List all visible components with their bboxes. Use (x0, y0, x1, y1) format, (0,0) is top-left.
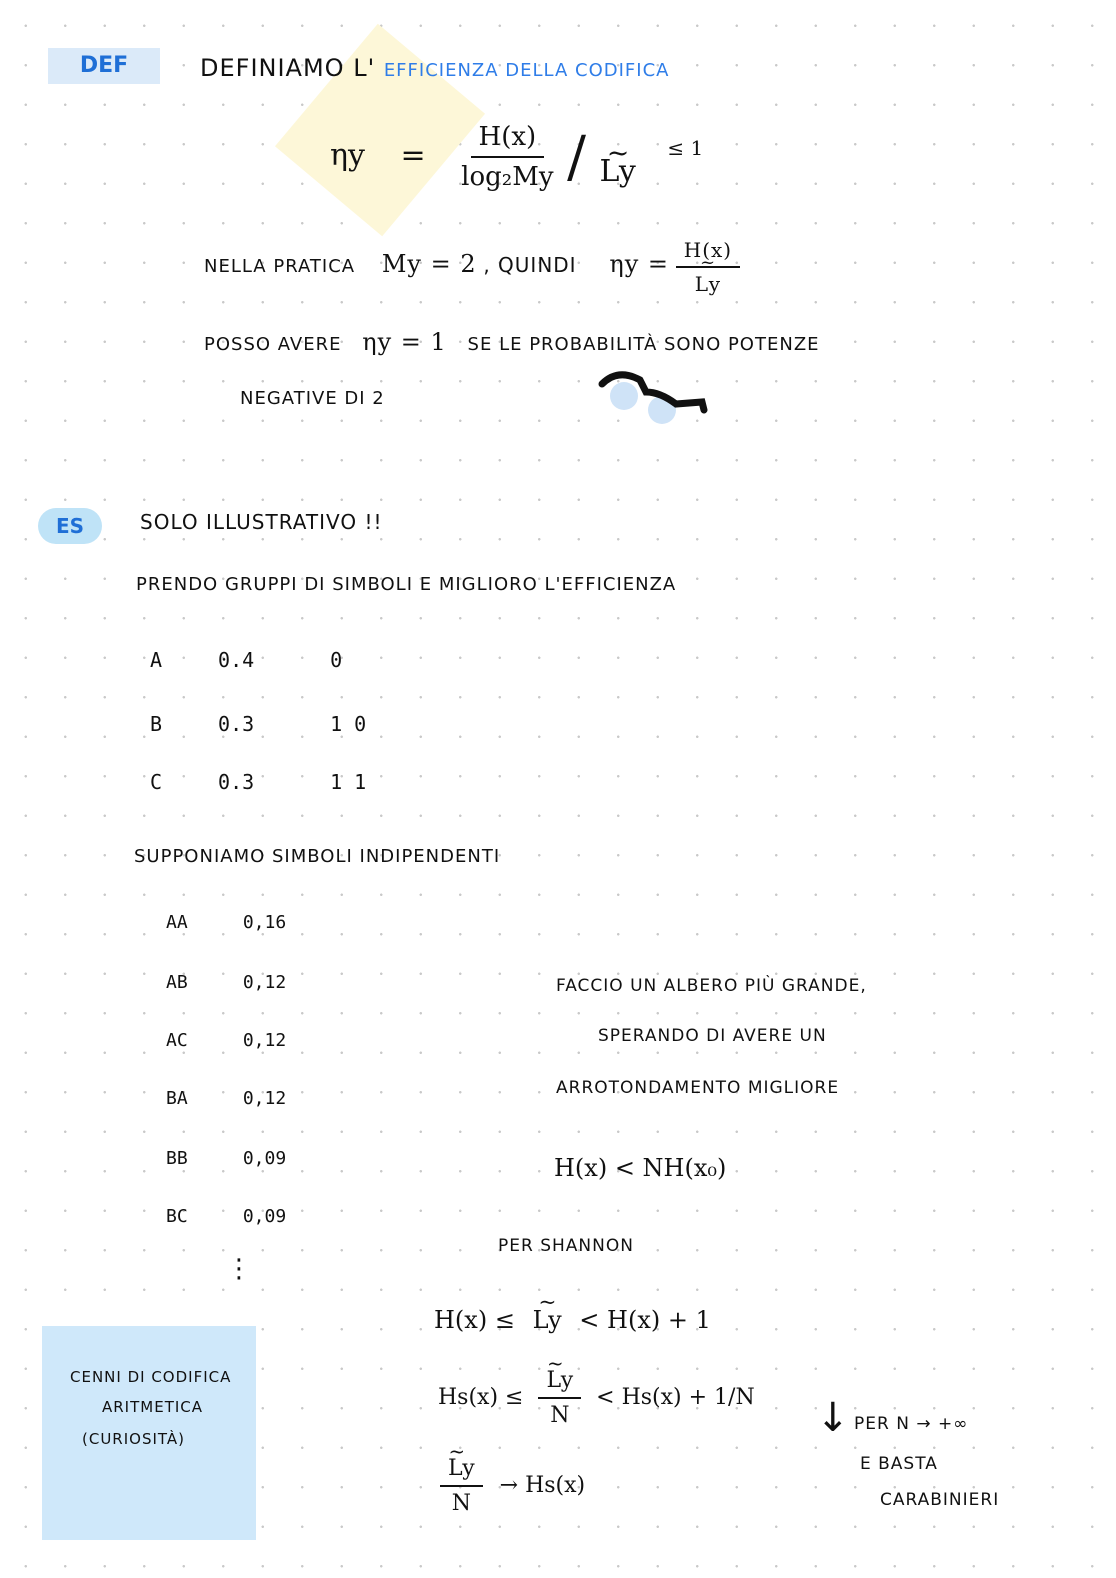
efficiency-formula (330, 122, 703, 192)
symbol-row-a (150, 648, 342, 672)
symbol-label: A (150, 648, 163, 672)
symbol-prob: 0.3 (218, 712, 255, 736)
shannon-line2-left: Hs(x) ≤ (438, 1385, 524, 1410)
assume-text: SUPPONIAMO SIMBOLI INDIPENDENTI (134, 846, 501, 867)
shannon-line3-num: ~ Ly (440, 1456, 483, 1487)
es-tag: ES (38, 508, 102, 544)
pair-prob: 0,16 (242, 912, 287, 933)
side-box-line3: (CURIOSITÀ) (82, 1430, 186, 1448)
definition-title-blue: EFFICIENZA DELLA CODIFICA (383, 60, 670, 81)
pair-prob: 0,12 (242, 1030, 287, 1051)
formula-equals: = (400, 138, 426, 173)
formula-divisor: ~ Ly (599, 154, 635, 189)
shannon-line3-den: N (451, 1491, 471, 1516)
shannon-title: PER SHANNON (498, 1236, 634, 1256)
entropy-inequality: H(x) < NH(x₀) (554, 1154, 727, 1182)
practice-cond: My = 2 (381, 250, 477, 278)
shannon-line2 (438, 1368, 755, 1428)
practice-numerator: H(x) (676, 238, 740, 268)
practice-line (204, 238, 740, 296)
equality-text3: NEGATIVE DI 2 (240, 388, 385, 409)
shannon-line3 (440, 1456, 585, 1516)
limit-note-line1: PER N → +∞ (854, 1414, 969, 1434)
limit-note-line3: CARABINIERI (880, 1490, 1000, 1510)
tree-note-line3: ARROTONDAMENTO MIGLIORE (556, 1078, 840, 1098)
formula-numerator: H(x) (471, 122, 545, 158)
shannon-line3-right: → Hs(x) (499, 1473, 586, 1498)
definition-title-black: DEFINIAMO L' (200, 54, 376, 82)
equality-line (204, 328, 820, 356)
pair-row (166, 1206, 286, 1227)
example-title: SOLO ILLUSTRATIVO !! (140, 510, 383, 534)
arithmetic-coding-note (42, 1326, 256, 1540)
pair-label: BA (166, 1088, 188, 1109)
shannon-line3-fraction (440, 1456, 483, 1516)
symbol-prob: 0.3 (218, 770, 255, 794)
shannon-line1-left: H(x) ≤ (434, 1306, 515, 1334)
symbol-label: C (150, 770, 163, 794)
shannon-line1-mid: ~ Ly (533, 1306, 562, 1334)
practice-denominator: ~ Ly (695, 268, 721, 296)
pairs-ellipsis: ⋮ (226, 1254, 252, 1284)
pair-row (166, 1088, 286, 1109)
symbol-row-b (150, 712, 366, 736)
equality-expr: ηy = 1 (362, 328, 447, 356)
shannon-line1 (434, 1306, 711, 1334)
pair-prob: 0,12 (242, 972, 287, 993)
practice-then: , QUINDI (483, 253, 577, 277)
symbol-code: 1 1 (330, 770, 367, 794)
tree-note-line2: SPERANDO DI AVERE UN (598, 1026, 827, 1046)
formula-fraction (461, 122, 553, 192)
pair-row (166, 1148, 286, 1169)
practice-lhs: ηy = (609, 250, 670, 278)
pair-prob: 0,09 (242, 1148, 287, 1169)
def-tag: DEF (48, 48, 160, 84)
shannon-line2-right: < Hs(x) + 1/N (596, 1385, 755, 1410)
example-intro: PRENDO GRUPPI DI SIMBOLI E MIGLIORO L'EFFICIENZA (136, 574, 677, 595)
symbol-code: 0 (330, 648, 343, 672)
limit-note-line2: E BASTA (860, 1454, 938, 1474)
symbol-row-c (150, 770, 366, 794)
tree-note-line1: FACCIO UN ALBERO PIÙ GRANDE, (556, 976, 867, 996)
pair-row (166, 972, 286, 993)
shannon-line2-num: ~ Ly (538, 1368, 581, 1399)
symbol-code: 1 0 (330, 712, 367, 736)
pair-row (166, 1030, 286, 1051)
practice-fraction (676, 238, 740, 296)
pair-row (166, 912, 286, 933)
pair-label: BB (166, 1148, 188, 1169)
glasses-doodle (598, 366, 710, 430)
practice-text: NELLA PRATICA (204, 256, 356, 277)
side-box-line1: CENNI DI CODIFICA (70, 1368, 232, 1386)
formula-lhs: ηy (330, 138, 365, 173)
equality-text1: POSSO AVERE (204, 334, 342, 355)
pair-prob: 0,09 (242, 1206, 287, 1227)
shannon-line2-den: N (550, 1403, 570, 1428)
pair-prob: 0,12 (242, 1088, 287, 1109)
side-box-line2: ARITMETICA (102, 1398, 204, 1416)
pair-label: AA (166, 912, 188, 933)
pair-label: AB (166, 972, 188, 993)
formula-denominator: log₂My (461, 162, 554, 192)
formula-slash: / (567, 124, 586, 190)
symbol-label: B (150, 712, 163, 736)
equality-text2: SE LE PROBABILITÀ SONO POTENZE (467, 334, 820, 355)
symbol-prob: 0.4 (218, 648, 255, 672)
pair-label: AC (166, 1030, 188, 1051)
down-arrow-icon: ↓ (816, 1395, 850, 1441)
shannon-line1-right: < H(x) + 1 (579, 1306, 711, 1334)
pair-label: BC (166, 1206, 188, 1227)
formula-rel: ≤ 1 (667, 136, 704, 160)
definition-title (200, 54, 669, 82)
shannon-line2-fraction (538, 1368, 581, 1428)
